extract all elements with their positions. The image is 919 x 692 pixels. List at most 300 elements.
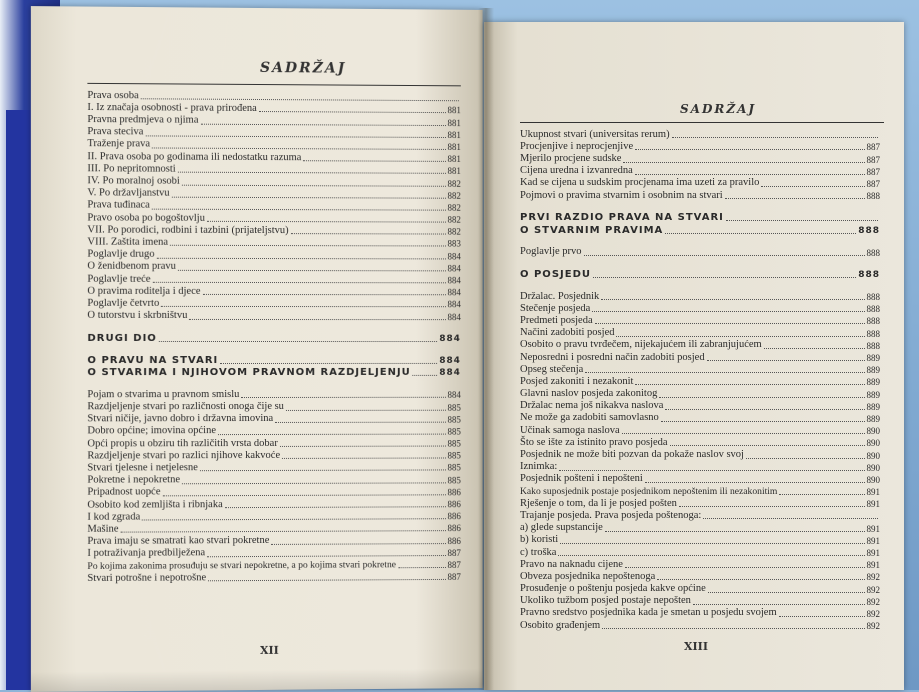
- toc-page-number: 885: [447, 450, 461, 461]
- left-toc-list: [87, 89, 460, 584]
- toc-entry-title: Pravno sredstvo posjednika kada je smetan u posjedu svojem: [520, 607, 777, 619]
- toc-dot-leader: [601, 299, 864, 300]
- toc-entry: [520, 448, 880, 460]
- toc-entry-title: Učinak samoga naslova: [520, 424, 620, 436]
- toc-page-number: 889: [866, 377, 880, 388]
- toc-page-number: 885: [447, 438, 461, 449]
- toc-page-number: 891: [866, 535, 880, 546]
- toc-page-number: 887: [447, 547, 461, 558]
- toc-entry: [520, 595, 880, 607]
- toc-entry-title: Trajanje posjeda. Prava posjeda poštenoga:: [520, 509, 702, 521]
- toc-dot-leader: [182, 482, 445, 484]
- toc-entry-title: Opći propis u obziru tih različitih vrsta dobar: [87, 437, 278, 449]
- toc-dot-leader: [259, 111, 446, 113]
- toc-dot-leader: [584, 255, 865, 256]
- toc-entry: [520, 189, 880, 201]
- toc-page-number: 885: [447, 462, 461, 473]
- toc-entry-title: Načini zadobiti posjed: [520, 327, 615, 339]
- toc-entry: [520, 509, 880, 521]
- toc-page-number: 884: [439, 355, 461, 366]
- toc-entry-title: I potraživanja predbilježena: [87, 547, 206, 560]
- toc-dot-leader: [708, 592, 865, 593]
- toc-page-number: 891: [866, 548, 880, 558]
- toc-page-number: 882: [447, 226, 461, 237]
- toc-entry: [87, 211, 460, 224]
- toc-entry-title: c) troška: [520, 546, 557, 558]
- toc-spacer: [520, 280, 880, 290]
- toc-dot-leader: [291, 233, 446, 234]
- toc-page-number: 887: [866, 154, 880, 165]
- toc-dot-leader: [635, 174, 865, 175]
- toc-dot-leader: [558, 555, 864, 556]
- toc-entry-title: Osobito o pravu tvrđečem, nijekajućem ili zabranjujućem: [520, 339, 762, 351]
- toc-page-number: 888: [858, 269, 880, 280]
- toc-section-heading: [520, 268, 880, 280]
- toc-dot-leader: [203, 294, 446, 295]
- toc-dot-leader: [182, 184, 446, 186]
- toc-page-number: 886: [447, 511, 461, 522]
- toc-dot-leader: [707, 360, 865, 361]
- toc-entry-title: Mašine: [87, 523, 119, 535]
- left-folio: XII: [259, 643, 279, 657]
- toc-dot-leader: [622, 433, 865, 434]
- toc-entry-title: Predmeti posjeda: [520, 314, 593, 326]
- right-folio: XIII: [684, 640, 708, 653]
- toc-entry: [87, 138, 460, 152]
- toc-page-number: 890: [866, 438, 880, 449]
- toc-entry-title: O STVARIMA I NJIHOVOM PRAVNOM RAZDJELJENJU: [87, 367, 411, 379]
- toc-page-number: 881: [447, 166, 461, 177]
- toc-page-number: 892: [866, 621, 880, 632]
- toc-page-number: 882: [447, 190, 461, 201]
- toc-entry: [87, 449, 460, 462]
- toc-dot-leader: [189, 319, 445, 320]
- toc-entry-title: Pripadnost uopće: [87, 486, 161, 498]
- toc-page-number: 881: [447, 129, 461, 140]
- toc-dot-leader: [679, 506, 865, 507]
- toc-entry-title: II. Prava osoba po godinama ili nedostatku razuma: [87, 150, 302, 163]
- toc-page-number: 891: [866, 560, 880, 571]
- toc-page-number: 884: [447, 263, 461, 274]
- toc-dot-leader: [157, 257, 446, 259]
- toc-entry: [520, 140, 880, 152]
- toc-entry-title: Ne može ga zadobiti samovlasno: [520, 412, 659, 424]
- toc-entry: [87, 162, 460, 176]
- toc-entry: [520, 339, 880, 351]
- toc-dot-leader: [152, 147, 445, 149]
- toc-dot-leader: [623, 162, 864, 163]
- toc-dot-leader: [170, 245, 445, 247]
- toc-entry-title: Prava tuđinaca: [87, 199, 150, 212]
- toc-spacer: [87, 378, 460, 388]
- toc-page-number: 887: [866, 178, 880, 189]
- toc-dot-leader: [665, 409, 864, 410]
- toc-entry-title: Stečenje posjeda: [520, 302, 591, 314]
- right-page-header: SADRŽAJ: [680, 102, 757, 116]
- left-page-header: SADRŽAJ: [259, 60, 347, 77]
- toc-dot-leader: [693, 604, 865, 605]
- toc-entry: [87, 236, 460, 249]
- toc-entry-title: DRUGI DIO: [87, 332, 157, 344]
- left-page: [31, 6, 483, 692]
- toc-entry: [87, 224, 460, 237]
- toc-dot-leader: [625, 567, 865, 568]
- toc-dot-leader: [142, 518, 445, 520]
- toc-dot-leader: [605, 531, 865, 532]
- toc-entry: [520, 485, 880, 497]
- toc-page-number: 881: [447, 105, 461, 116]
- toc-entry: [87, 400, 460, 413]
- toc-entry: [87, 297, 460, 310]
- toc-entry-title: Traženje prava: [87, 138, 151, 150]
- toc-entry: [87, 412, 460, 425]
- toc-section-heading: [520, 211, 880, 223]
- toc-dot-leader: [286, 409, 446, 410]
- toc-dot-leader: [218, 433, 446, 434]
- toc-page-number: 883: [447, 238, 461, 249]
- toc-entry-title: O pravima roditelja i djece: [87, 285, 201, 297]
- toc-page-number: 886: [447, 523, 461, 534]
- toc-page-number: 888: [866, 328, 880, 339]
- toc-entry: [520, 177, 880, 189]
- toc-dot-leader: [162, 494, 445, 496]
- toc-page-number: 887: [866, 142, 880, 153]
- toc-page-number: 886: [447, 499, 461, 510]
- toc-entry-title: Po kojima zakonima prosuđuju se stvari nepokretne, a po kojima stvari pokretne: [87, 559, 396, 573]
- toc-entry: [87, 150, 460, 164]
- toc-entry-title: Osobito kod zemljišta i ribnjaka: [87, 498, 223, 511]
- toc-dot-leader: [764, 348, 865, 349]
- toc-entry-title: Pokretne i nepokretne: [87, 474, 181, 486]
- toc-entry-title: Poglavlje prvo: [520, 246, 582, 258]
- toc-spacer: [520, 258, 880, 268]
- toc-dot-leader: [152, 209, 446, 211]
- toc-entry-title: Posjednik pošteni i nepošteni: [520, 473, 643, 485]
- toc-dot-leader: [145, 135, 445, 138]
- toc-dot-leader: [726, 220, 878, 221]
- toc-entry: [520, 246, 880, 258]
- toc-page-number: 889: [866, 353, 880, 363]
- toc-entry-title: Što se ište za istinito pravo posjeda: [520, 436, 668, 448]
- toc-dot-leader: [559, 470, 864, 471]
- toc-entry: [87, 436, 460, 449]
- toc-dot-leader: [280, 446, 446, 447]
- toc-dot-leader: [121, 531, 446, 533]
- toc-dot-leader: [665, 233, 856, 234]
- toc-entry-title: Prava steciva: [87, 126, 144, 138]
- toc-page-number: 892: [866, 596, 880, 607]
- toc-entry-title: VIII. Zaštita imena: [87, 236, 169, 248]
- toc-dot-leader: [635, 149, 864, 150]
- toc-entry-title: Poglavlje drugo: [87, 248, 155, 260]
- toc-entry-title: Cijena uredna i izvanredna: [520, 165, 633, 177]
- toc-entry-title: Prosuđenje o poštenju posjeda kakve općine: [520, 583, 706, 595]
- toc-dot-leader: [703, 518, 878, 519]
- toc-entry: [520, 400, 880, 412]
- toc-page-number: 888: [866, 340, 880, 351]
- toc-spacer: [520, 236, 880, 246]
- toc-page-number: 887: [447, 559, 461, 570]
- toc-dot-leader: [725, 198, 865, 199]
- toc-entry: [520, 461, 880, 473]
- toc-entry-title: Posjed zakoniti i nezakonit: [520, 375, 634, 387]
- toc-entry: [520, 152, 880, 164]
- toc-entry-title: Stvari potrošne i nepotrošne: [87, 571, 207, 584]
- toc-page-number: 886: [447, 535, 461, 546]
- toc-dot-leader: [208, 579, 445, 581]
- toc-entry: [520, 351, 880, 363]
- toc-entry: [520, 128, 880, 140]
- toc-dot-leader: [178, 270, 446, 272]
- toc-entry-title: Procjenjive i neprocjenjive: [520, 140, 634, 152]
- toc-entry-title: Pravo na naknadu cijene: [520, 558, 623, 570]
- toc-dot-leader: [241, 397, 445, 398]
- toc-dot-leader: [200, 123, 445, 125]
- toc-dot-leader: [207, 221, 446, 223]
- toc-entry: [520, 424, 880, 436]
- toc-entry: [87, 126, 460, 140]
- toc-page-number: 884: [439, 368, 461, 378]
- toc-entry: [520, 290, 880, 302]
- toc-entry: [87, 101, 460, 115]
- toc-dot-leader: [220, 363, 437, 364]
- toc-entry: [87, 309, 460, 321]
- toc-entry-title: III. Po nepritomnosti: [87, 163, 176, 175]
- toc-entry-title: O STVARNIM PRAVIMA: [520, 224, 664, 236]
- toc-entry: [520, 363, 880, 375]
- toc-page-number: 891: [866, 487, 880, 498]
- toc-spacer: [520, 201, 880, 211]
- toc-entry: [87, 113, 460, 127]
- toc-dot-leader: [672, 137, 878, 138]
- toc-entry-title: Mjerilo procjene sudske: [520, 153, 622, 165]
- toc-dot-leader: [161, 306, 445, 307]
- toc-entry-title: IV. Po moralnoj osobi: [87, 175, 180, 187]
- toc-entry-title: Dobro općine; imovina općine: [87, 425, 216, 437]
- toc-page-number: 890: [866, 426, 880, 437]
- toc-dot-leader: [303, 160, 445, 162]
- open-book: [32, 8, 904, 690]
- toc-entry-title: O PRAVU NA STVARI: [87, 354, 219, 367]
- toc-page-number: 884: [447, 287, 461, 298]
- toc-dot-leader: [271, 543, 445, 545]
- toc-page-number: 882: [447, 214, 461, 225]
- toc-dot-leader: [560, 543, 864, 544]
- toc-entry-title: I kod zgrada: [87, 511, 141, 523]
- toc-entry: [87, 260, 460, 273]
- toc-page-number: 885: [447, 402, 461, 413]
- toc-page-number: 889: [866, 389, 880, 400]
- toc-entry-title: Osobito građenjem: [520, 619, 601, 631]
- toc-page-number: 892: [866, 608, 880, 619]
- toc-entry-title: Razdjeljenje stvari po različnosti onoga čije su: [87, 400, 284, 413]
- toc-entry: [520, 521, 880, 533]
- toc-entry-title: O tutorstvu i skrbništvu: [87, 309, 188, 322]
- toc-entry: [520, 387, 880, 399]
- toc-dot-leader: [172, 196, 446, 198]
- toc-entry: [87, 272, 460, 285]
- toc-entry: [520, 375, 880, 387]
- toc-page-number: 884: [447, 390, 461, 401]
- right-page: [484, 22, 904, 690]
- toc-entry: [87, 424, 460, 437]
- toc-page-number: 885: [447, 414, 461, 425]
- toc-entry: [520, 607, 880, 619]
- toc-spacer: [87, 344, 460, 354]
- toc-dot-leader: [159, 341, 437, 342]
- toc-page-number: 881: [447, 141, 461, 152]
- toc-page-number: 890: [866, 450, 880, 461]
- toc-page-number: 882: [447, 178, 461, 189]
- toc-entry: [520, 558, 880, 570]
- toc-entry-title: Stvari ničije, javno dobro i državna imovina: [87, 413, 274, 425]
- toc-page-number: 888: [866, 247, 880, 258]
- toc-entry: [87, 175, 460, 189]
- toc-entry: [87, 248, 460, 261]
- right-header-rule: [520, 122, 884, 123]
- toc-page-number: 892: [866, 584, 880, 595]
- toc-page-number: 892: [866, 572, 880, 583]
- toc-entry: [520, 473, 880, 485]
- toc-entry-title: Pojmovi o pravima stvarnim i osobnim na stvari: [520, 189, 723, 201]
- toc-entry: [520, 314, 880, 326]
- toc-page-number: 888: [858, 225, 880, 236]
- toc-dot-leader: [593, 277, 856, 278]
- toc-dot-leader: [616, 336, 864, 337]
- toc-page-number: 886: [447, 487, 461, 498]
- toc-entry: [520, 619, 880, 631]
- toc-entry-title: Stvari tjelesne i netjelesne: [87, 462, 198, 474]
- toc-entry-title: a) glede supstancije: [520, 522, 603, 534]
- toc-page-number: 891: [866, 499, 880, 510]
- toc-page-number: 885: [447, 474, 461, 485]
- toc-dot-leader: [275, 421, 445, 422]
- toc-entry-title: O ženidbenom pravu: [87, 260, 176, 273]
- toc-entry-title: Ukoliko tužbom posjed postaje nepošten: [520, 595, 691, 607]
- toc-dot-leader: [746, 458, 865, 459]
- toc-section-heading: [87, 331, 460, 343]
- toc-entry-title: Rješenje o tom, da li je posjed pošten: [520, 497, 677, 509]
- toc-entry-title: VII. Po porodici, rodbini i tazbini (prijateljstvu): [87, 224, 289, 236]
- left-page-shade: [31, 668, 483, 692]
- toc-entry-title: PRVI RAZDIO PRAVA NA STVARI: [520, 212, 724, 224]
- toc-dot-leader: [207, 555, 445, 557]
- toc-entry-title: Iznimka:: [520, 461, 558, 473]
- toc-entry: [520, 497, 880, 509]
- toc-dot-leader: [585, 372, 864, 373]
- toc-dot-leader: [645, 482, 865, 483]
- toc-page-number: 887: [866, 166, 880, 177]
- toc-entry: [520, 582, 880, 594]
- toc-page-number: 887: [447, 571, 461, 583]
- toc-page-number: 890: [866, 474, 880, 485]
- toc-entry-title: Glavni naslov posjeda zakonitog: [520, 388, 658, 400]
- toc-dot-leader: [779, 616, 865, 617]
- toc-entry: [87, 285, 460, 298]
- toc-entry-title: Prava imaju se smatrati kao stvari pokretne: [87, 535, 270, 547]
- toc-dot-leader: [200, 470, 446, 472]
- toc-entry-title: Kad se cijena u sudskim procjenama ima uzeti za pravilo: [520, 177, 760, 189]
- toc-page-number: 891: [866, 523, 880, 534]
- toc-entry-title: Neposredni i posredni način zadobiti posjed: [520, 351, 705, 363]
- toc-page-number: 888: [866, 316, 880, 327]
- toc-dot-leader: [635, 384, 864, 385]
- toc-section-heading: [520, 223, 880, 235]
- toc-page-number: 884: [447, 311, 461, 322]
- toc-entry: [87, 187, 460, 201]
- right-toc-list: [520, 128, 880, 631]
- toc-page-number: 888: [866, 304, 880, 315]
- toc-entry-title: Razdjeljenje stvari po razlici njihove kakvoće: [87, 449, 281, 462]
- toc-section-heading: [87, 354, 460, 366]
- toc-page-number: 889: [866, 365, 880, 376]
- toc-entry: [520, 165, 880, 177]
- toc-dot-leader: [659, 397, 864, 398]
- toc-dot-leader: [602, 628, 864, 629]
- toc-dot-leader: [225, 506, 446, 508]
- toc-dot-leader: [779, 494, 864, 495]
- toc-page-number: 881: [447, 154, 461, 165]
- toc-page-number: 884: [447, 299, 461, 310]
- toc-page-number: 888: [866, 191, 880, 202]
- toc-page-number: 888: [866, 292, 880, 303]
- toc-entry-title: Držalac. Posjednik: [520, 290, 600, 302]
- toc-page-number: 889: [866, 401, 880, 412]
- toc-entry-title: b) koristi: [520, 534, 559, 546]
- toc-dot-leader: [178, 172, 446, 174]
- toc-entry-title: Pravo osoba po bogoštovlju: [87, 211, 205, 224]
- toc-dot-leader: [398, 567, 446, 568]
- toc-page-number: 884: [447, 251, 461, 262]
- toc-dot-leader: [282, 458, 445, 459]
- toc-dot-leader: [592, 311, 864, 312]
- toc-dot-leader: [413, 375, 438, 376]
- toc-dot-leader: [657, 579, 864, 580]
- toc-dot-leader: [670, 445, 865, 446]
- toc-section-heading: [87, 366, 460, 378]
- toc-entry-title: O POSJEDU: [520, 268, 591, 280]
- toc-entry: [520, 436, 880, 448]
- toc-entry-title: I. Iz značaja osobnosti - prava prirođena: [87, 101, 257, 114]
- toc-entry: [87, 388, 460, 401]
- toc-entry: [520, 546, 880, 558]
- toc-entry-title: Opseg stečenja: [520, 363, 584, 375]
- toc-entry-title: Pravna predmjeva o njima: [87, 114, 199, 126]
- toc-dot-leader: [595, 323, 865, 324]
- toc-entry-title: Prava osoba: [87, 89, 139, 101]
- toc-page-number: 882: [447, 202, 461, 213]
- toc-entry: [520, 326, 880, 338]
- toc-entry-title: Kako suposjednik postaje posjednikom nepoštenim ili nezakonitim: [520, 486, 778, 498]
- toc-entry-title: Držalac nema još nikakva naslova: [520, 400, 664, 412]
- toc-entry: [520, 412, 880, 424]
- toc-entry-title: Pojam o stvarima u pravnom smislu: [87, 388, 240, 401]
- toc-entry-title: Ukupnost stvari (universitas rerum): [520, 128, 670, 140]
- left-header-rule: [87, 83, 460, 86]
- toc-dot-leader: [761, 186, 864, 187]
- toc-page-number: 884: [439, 333, 461, 344]
- toc-entry-title: V. Po državljanstvu: [87, 187, 170, 199]
- toc-dot-leader: [661, 421, 865, 422]
- toc-entry: [520, 570, 880, 582]
- toc-entry-title: Posjednik ne može biti pozvan da pokaže naslov svoj: [520, 449, 744, 460]
- toc-entry-title: Obveza posjednika nepoštenoga: [520, 570, 656, 582]
- book-gutter: [478, 8, 494, 690]
- toc-page-number: 885: [447, 426, 461, 437]
- toc-entry-title: Poglavlje četvrto: [87, 297, 160, 309]
- toc-page-number: 889: [866, 413, 880, 424]
- toc-dot-leader: [152, 282, 445, 283]
